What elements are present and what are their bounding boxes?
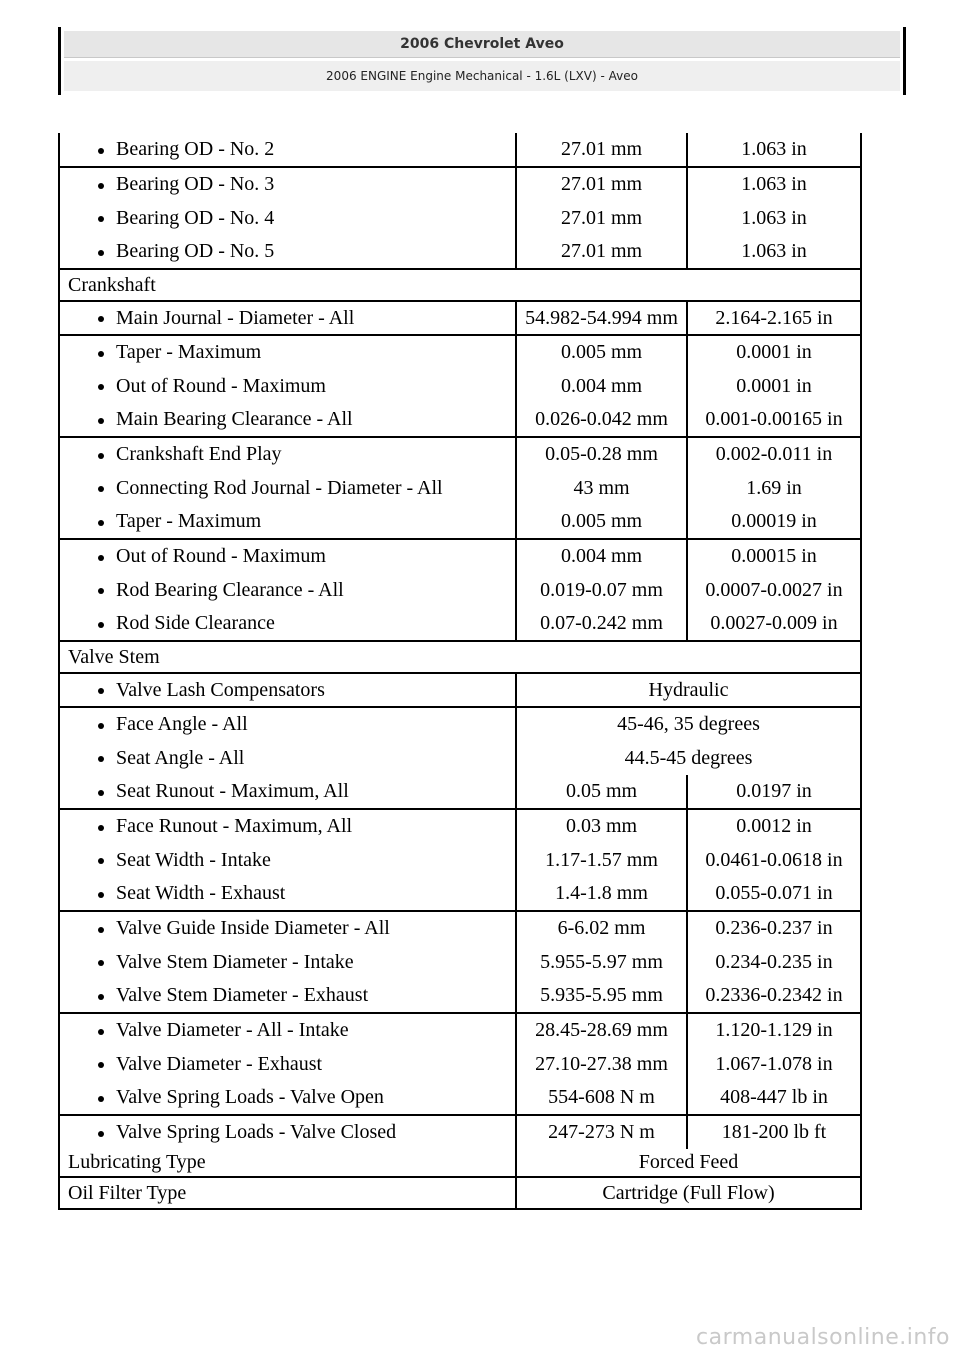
spec-label: Connecting Rod Journal - Diameter - All <box>116 476 443 499</box>
spec-value-imperial: 0.0007-0.0027 in <box>687 573 861 607</box>
spec-label: Main Bearing Clearance - All <box>116 408 353 430</box>
spec-value-imperial: 0.055-0.071 in <box>687 877 861 911</box>
spec-value-metric: 28.45-28.69 mm <box>516 1013 687 1047</box>
bullet-icon <box>98 418 104 424</box>
spec-label: Seat Angle - All <box>116 746 245 769</box>
spec-row <box>59 235 861 269</box>
bullet-icon <box>98 892 104 898</box>
section-header: Valve Stem <box>59 641 861 673</box>
spec-label: Crankshaft End Play <box>116 443 282 465</box>
spec-label-cell <box>59 573 516 607</box>
spec-value-imperial: 0.001-0.00165 in <box>687 403 861 437</box>
spec-value-metric: 1.4-1.8 mm <box>516 877 687 911</box>
spec-value-imperial: 0.0027-0.009 in <box>687 607 861 641</box>
header-border-right <box>903 27 906 95</box>
spec-label: Bearing OD - No. 2 <box>116 138 275 160</box>
spec-value-metric: 247-273 N m <box>516 1115 687 1149</box>
spec-label: Valve Diameter - All - Intake <box>116 1019 349 1041</box>
spec-value-metric: 5.935-5.95 mm <box>516 979 687 1013</box>
bullet-icon <box>98 588 104 594</box>
document-title: 2006 Chevrolet Aveo <box>64 31 900 58</box>
spec-label: Face Angle - All <box>116 713 248 735</box>
spec-label: Face Runout - Maximum, All <box>116 815 353 837</box>
spec-row <box>59 877 861 911</box>
spec-value-imperial: 0.00015 in <box>687 539 861 573</box>
spec-label-cell <box>59 741 516 775</box>
spec-label: Valve Stem Diameter - Intake <box>116 950 354 973</box>
spec-row <box>59 167 861 201</box>
row-value: Cartridge (Full Flow) <box>516 1177 861 1209</box>
spec-label-cell <box>59 167 516 201</box>
bullet-icon <box>98 688 104 694</box>
spec-label: Valve Diameter - Exhaust <box>116 1052 323 1075</box>
spec-label: Valve Spring Loads - Valve Closed <box>116 1121 397 1143</box>
bullet-icon <box>98 1029 104 1035</box>
specifications-table <box>58 133 862 1210</box>
spec-row <box>59 1081 861 1115</box>
section-header-row <box>59 269 861 301</box>
bullet-icon <box>98 858 104 864</box>
spec-value-metric: 0.005 mm <box>516 335 687 369</box>
spec-label: Valve Guide Inside Diameter - All <box>116 917 390 939</box>
spec-label-cell <box>59 607 516 641</box>
spec-label-cell <box>59 201 516 235</box>
spec-row <box>59 1115 861 1149</box>
spec-row <box>59 1047 861 1081</box>
table-row <box>59 1149 861 1177</box>
spec-value-imperial: 1.063 in <box>687 133 861 167</box>
spec-value-imperial: 2.164-2.165 in <box>687 301 861 335</box>
row-label: Oil Filter Type <box>59 1177 516 1209</box>
spec-row <box>59 335 861 369</box>
bullet-icon <box>98 723 104 729</box>
spec-row <box>59 979 861 1013</box>
spec-row <box>59 945 861 979</box>
spec-label-cell <box>59 1013 516 1047</box>
spec-label: Seat Runout - Maximum, All <box>116 780 349 802</box>
spec-row <box>59 471 861 505</box>
watermark: carmanualsonline.info <box>696 1325 950 1350</box>
spec-value-imperial: 0.236-0.237 in <box>687 911 861 945</box>
spec-value-metric: 0.03 mm <box>516 809 687 843</box>
spec-value-imperial: 0.2336-0.2342 in <box>687 979 861 1013</box>
bullet-icon <box>98 1096 104 1102</box>
bullet-icon <box>98 384 104 390</box>
spec-value-metric: 0.004 mm <box>516 369 687 403</box>
spec-value-imperial: 1.063 in <box>687 167 861 201</box>
spec-value-imperial: 0.00019 in <box>687 505 861 539</box>
spec-value-imperial: 0.002-0.011 in <box>687 437 861 471</box>
spec-value-metric: 54.982-54.994 mm <box>516 301 687 335</box>
spec-label: Main Journal - Diameter - All <box>116 306 355 329</box>
spec-row <box>59 369 861 403</box>
spec-value-imperial: 1.067-1.078 in <box>687 1047 861 1081</box>
bullet-icon <box>98 927 104 933</box>
bullet-icon <box>98 1062 104 1068</box>
spec-value-imperial: 0.0001 in <box>687 369 861 403</box>
bullet-icon <box>98 960 104 966</box>
bullet-icon <box>98 520 104 526</box>
spec-label-cell <box>59 775 516 809</box>
section-header-row <box>59 641 861 673</box>
bullet-icon <box>98 216 104 222</box>
bullet-icon <box>98 756 104 762</box>
spec-label: Out of Round - Maximum <box>116 545 326 567</box>
spec-value-imperial: 0.0461-0.0618 in <box>687 843 861 877</box>
spec-row <box>59 505 861 539</box>
spec-value-metric: 0.07-0.242 mm <box>516 607 687 641</box>
row-value: Forced Feed <box>516 1149 861 1177</box>
spec-label-cell <box>59 945 516 979</box>
spec-label-cell <box>59 301 516 335</box>
spec-label-cell <box>59 673 516 707</box>
spec-label-cell <box>59 369 516 403</box>
spec-label: Taper - Maximum <box>116 510 262 532</box>
spec-row <box>59 403 861 437</box>
spec-value-imperial: 1.120-1.129 in <box>687 1013 861 1047</box>
spec-row <box>59 741 861 775</box>
spec-row <box>59 133 861 167</box>
bullet-icon <box>98 994 104 1000</box>
spec-row <box>59 809 861 843</box>
spec-label: Rod Side Clearance <box>116 612 275 634</box>
bullet-icon <box>98 555 104 561</box>
spec-label: Bearing OD - No. 3 <box>116 173 275 195</box>
spec-label-cell <box>59 911 516 945</box>
spec-label-cell <box>59 877 516 911</box>
spec-row <box>59 1013 861 1047</box>
spec-label-cell <box>59 335 516 369</box>
bullet-icon <box>98 622 104 628</box>
spec-value: 44.5-45 degrees <box>516 741 861 775</box>
bullet-icon <box>98 486 104 492</box>
spec-value-metric: 27.01 mm <box>516 235 687 269</box>
spec-value-imperial: 0.234-0.235 in <box>687 945 861 979</box>
spec-row <box>59 673 861 707</box>
spec-value-metric: 0.019-0.07 mm <box>516 573 687 607</box>
bullet-icon <box>98 790 104 796</box>
spec-row <box>59 911 861 945</box>
spec-label-cell <box>59 539 516 573</box>
spec-value-imperial: 0.0001 in <box>687 335 861 369</box>
bullet-icon <box>98 183 104 189</box>
spec-label-cell <box>59 1047 516 1081</box>
bullet-icon <box>98 316 104 322</box>
spec-value-metric: 0.005 mm <box>516 505 687 539</box>
bullet-icon <box>98 351 104 357</box>
spec-value-metric: 27.01 mm <box>516 201 687 235</box>
spec-label-cell <box>59 133 516 167</box>
spec-label: Valve Spring Loads - Valve Open <box>116 1086 384 1108</box>
spec-label: Valve Lash Compensators <box>116 678 325 701</box>
spec-row <box>59 437 861 471</box>
spec-label-cell <box>59 437 516 471</box>
header-border-left <box>58 27 61 95</box>
spec-value: 45-46, 35 degrees <box>516 707 861 741</box>
spec-value-metric: 0.004 mm <box>516 539 687 573</box>
spec-label: Out of Round - Maximum <box>116 374 326 397</box>
spec-label: Seat Width - Exhaust <box>116 882 286 904</box>
row-label: Lubricating Type <box>59 1149 516 1177</box>
spec-label: Valve Stem Diameter - Exhaust <box>116 984 369 1006</box>
spec-value-metric: 27.01 mm <box>516 133 687 167</box>
spec-row <box>59 201 861 235</box>
spec-row <box>59 707 861 741</box>
spec-value: Hydraulic <box>516 673 861 707</box>
spec-label-cell <box>59 979 516 1013</box>
spec-label-cell <box>59 1115 516 1149</box>
spec-value-metric: 5.955-5.97 mm <box>516 945 687 979</box>
spec-row <box>59 301 861 335</box>
spec-value-imperial: 408-447 lb in <box>687 1081 861 1115</box>
spec-label-cell <box>59 235 516 269</box>
spec-label-cell <box>59 1081 516 1115</box>
document-header <box>58 27 906 95</box>
spec-row <box>59 573 861 607</box>
bullet-icon <box>98 825 104 831</box>
spec-label: Taper - Maximum <box>116 341 262 363</box>
table-row <box>59 1177 861 1209</box>
spec-value-metric: 6-6.02 mm <box>516 911 687 945</box>
spec-label-cell <box>59 471 516 505</box>
bullet-icon <box>98 148 104 154</box>
spec-value-metric: 43 mm <box>516 471 687 505</box>
spec-label: Rod Bearing Clearance - All <box>116 578 344 601</box>
spec-label: Bearing OD - No. 4 <box>116 206 275 229</box>
spec-row <box>59 607 861 641</box>
spec-label-cell <box>59 403 516 437</box>
bullet-icon <box>98 250 104 256</box>
spec-value-metric: 0.05-0.28 mm <box>516 437 687 471</box>
bullet-icon <box>98 1131 104 1137</box>
spec-value-imperial: 1.063 in <box>687 235 861 269</box>
spec-label: Seat Width - Intake <box>116 848 271 871</box>
bullet-icon <box>98 453 104 459</box>
document-subtitle: 2006 ENGINE Engine Mechanical - 1.6L (LXV) - Aveo <box>64 61 900 91</box>
spec-row <box>59 843 861 877</box>
section-header: Crankshaft <box>59 269 861 301</box>
spec-label: Bearing OD - No. 5 <box>116 240 275 262</box>
spec-label-cell <box>59 707 516 741</box>
spec-value-metric: 554-608 N m <box>516 1081 687 1115</box>
spec-row <box>59 539 861 573</box>
spec-value-imperial: 0.0012 in <box>687 809 861 843</box>
spec-value-metric: 27.10-27.38 mm <box>516 1047 687 1081</box>
spec-value-metric: 27.01 mm <box>516 167 687 201</box>
spec-value-imperial: 1.063 in <box>687 201 861 235</box>
spec-value-imperial: 181-200 lb ft <box>687 1115 861 1149</box>
spec-label-cell <box>59 809 516 843</box>
spec-row <box>59 775 861 809</box>
spec-value-imperial: 0.0197 in <box>687 775 861 809</box>
spec-value-metric: 0.05 mm <box>516 775 687 809</box>
spec-value-metric: 1.17-1.57 mm <box>516 843 687 877</box>
spec-value-imperial: 1.69 in <box>687 471 861 505</box>
spec-label-cell <box>59 843 516 877</box>
spec-value-metric: 0.026-0.042 mm <box>516 403 687 437</box>
spec-label-cell <box>59 505 516 539</box>
